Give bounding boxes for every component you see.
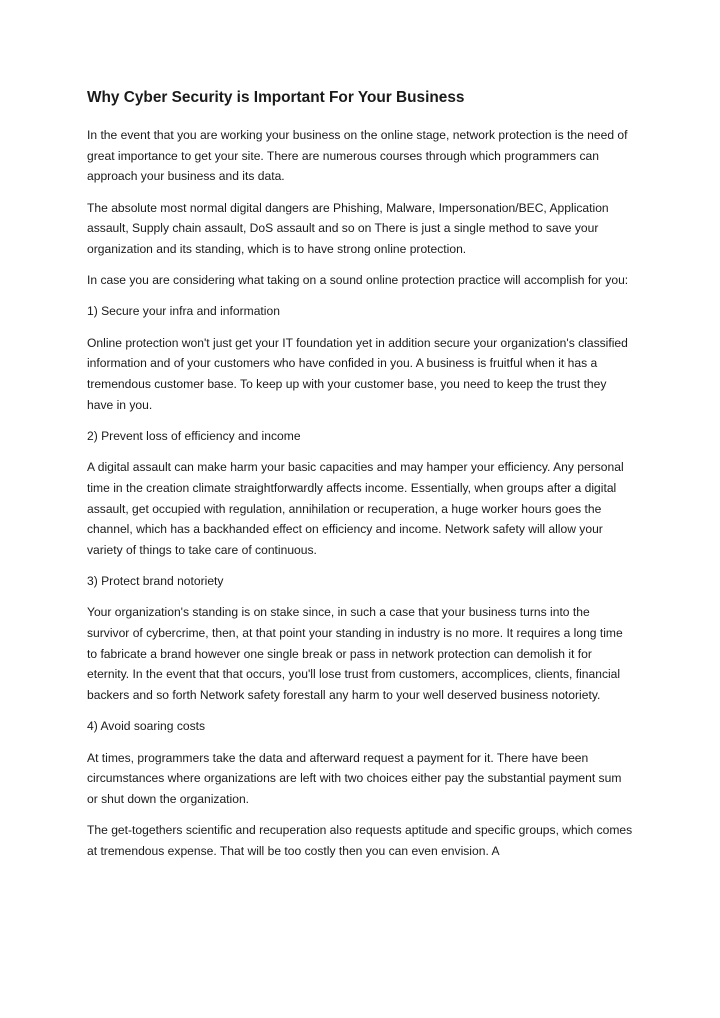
section-heading: 2) Prevent loss of efficiency and income (87, 428, 301, 443)
section-heading: 4) Avoid soaring costs (87, 719, 206, 734)
section-heading: 1) Secure your infra and information (87, 304, 280, 319)
body-paragraph: Online protection won't just get your IT foundation yet in addition secure your organization's classified information and of your customers who have confided in you. A business is fruitful when it has a tremendous customer base. To keep up with your customer base, you need to keep the trust they have in you. (87, 335, 628, 412)
body-paragraph: Your organization's standing is on stake since, in such a case that your business turns into the survivor of cybercrime, then, at that point your standing in industry is no more. It requires a long time to fabricate a brand however one single break or pass in network protection can demolish it for eternity. In the event that that occurs, you'll lose trust from customers, accomplices, clients, financial backers and so forth Network safety forestall any harm to your well deserved business notoriety. (87, 605, 623, 703)
body-paragraph: A digital assault can make harm your basic capacities and may hamper your efficiency. Any personal time in the creation climate straightforwardly affects income. Essentially, when groups after a digital assault, get occupied with regulation, annihilation or recuperation, a huge worker hours goes the channel, which has a backhanded effect on efficiency and income. Network safety will allow your variety of things to take care of continuous. (87, 460, 624, 557)
body-paragraph: The absolute most normal digital dangers are Phishing, Malware, Impersonation/BEC, Application assault, Supply chain assault, DoS assault and so on There is just a single method to save your organization and its standing, which is to have strong online protection. (87, 200, 609, 257)
body-paragraph: At times, programmers take the data and afterward request a payment for it. There have been circumstances where organizations are left with two choices either pay the substantial payment sum or shut down the organization. (87, 750, 622, 806)
body-paragraph: The get-togethers scientific and recuperation also requests aptitude and specific groups, which comes at tremendous expense. That will be too costly then you can even envision. A (87, 823, 633, 858)
document-title: Why Cyber Security is Important For Your Business (87, 89, 465, 106)
section-heading: 3) Protect brand notoriety (87, 574, 224, 589)
body-paragraph: In the event that you are working your business on the online stage, network protection is the need of great importance to get your site. There are numerous courses through which programmers can approach your business and its data. (87, 128, 628, 184)
body-paragraph: In case you are considering what taking on a sound online protection practice will accomplish for you: (87, 273, 629, 288)
